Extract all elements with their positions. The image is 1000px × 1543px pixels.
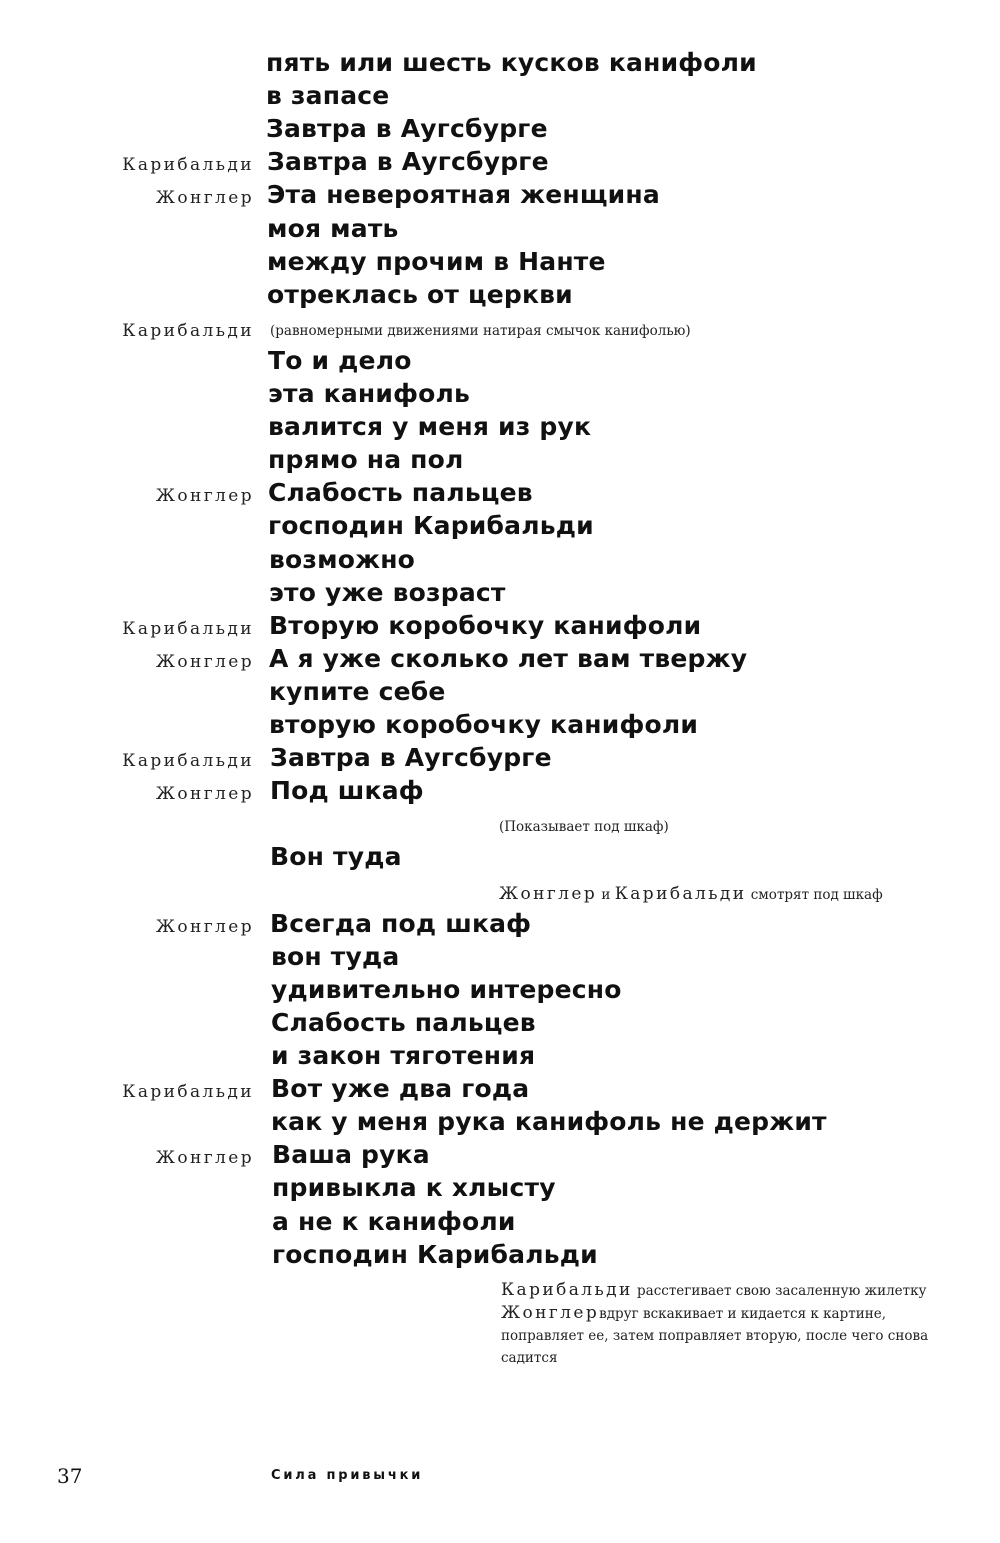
dialogue-line	[0, 942, 1000, 975]
dialogue-line	[0, 1107, 1000, 1140]
dialogue-line	[0, 578, 1000, 611]
dialogue-text: это уже возраст	[269, 578, 506, 607]
dialogue-text: господин Карибальди	[268, 511, 594, 540]
character-name: Жонглер	[501, 1303, 600, 1323]
dialogue-text: Слабость пальцев	[271, 1008, 536, 1037]
dialogue-text: Завтра в Аугсбурге	[270, 743, 552, 772]
dialogue-line	[0, 247, 1000, 280]
dialogue-line	[0, 743, 1000, 776]
dialogue-text: привыкла к хлысту	[272, 1173, 556, 1202]
dialogue-line	[0, 346, 1000, 379]
dialogue-line	[0, 1173, 1000, 1206]
dialogue-text: а не к канифоли	[272, 1207, 516, 1236]
speaker-name: Карибальди	[122, 619, 254, 639]
dialogue-text: пять или шесть кусков канифоли	[266, 48, 757, 77]
dialogue-line	[0, 909, 1000, 942]
dialogue-line	[0, 147, 1000, 180]
dialogue-text: между прочим в Нанте	[267, 247, 606, 276]
dialogue-line	[0, 114, 1000, 147]
dialogue-line	[0, 1008, 1000, 1041]
dialogue-line	[0, 81, 1000, 114]
dialogue-text: вон туда	[271, 942, 400, 971]
dialogue-text: как у меня рука канифоль не держит	[271, 1107, 827, 1136]
dialogue-text: Ваша рука	[272, 1140, 430, 1169]
dialogue-text: Завтра в Аугсбурге	[266, 114, 548, 143]
dialogue-text: возможно	[269, 545, 416, 574]
speaker-name: Карибальди	[122, 321, 254, 341]
dialogue-line	[0, 1240, 1000, 1273]
dialogue-line	[0, 842, 1000, 875]
stage-direction-block	[501, 1279, 946, 1369]
speaker-name: Жонглер	[155, 917, 254, 937]
dialogue-text: моя мать	[267, 214, 399, 243]
dialogue-text: Слабость пальцев	[268, 478, 533, 507]
dialogue-line	[0, 644, 1000, 677]
dialogue-line	[0, 1207, 1000, 1240]
dialogue-line	[0, 776, 1000, 809]
dialogue-line	[0, 511, 1000, 544]
dialogue-text: А я уже сколько лет вам твержу	[269, 644, 748, 673]
speaker-name: Карибальди	[122, 1082, 254, 1102]
dialogue-line	[0, 710, 1000, 743]
dialogue-text: прямо на пол	[268, 445, 464, 474]
speaker-name: Жонглер	[155, 652, 254, 672]
dialogue-text: отреклась от церкви	[267, 280, 573, 309]
speaker-name: Жонглер	[155, 486, 254, 506]
dialogue-text: и закон тяготения	[271, 1041, 536, 1070]
stage-direction: (Показывает под шкаф)	[499, 819, 669, 835]
dialogue-text: Вот уже два года	[271, 1074, 530, 1103]
dialogue-text: Завтра в Аугсбурге	[267, 147, 549, 176]
speaker-name: Карибальди	[122, 751, 254, 771]
dialogue-line	[0, 379, 1000, 412]
dialogue-line	[0, 611, 1000, 644]
dialogue-text: валится у меня из рук	[268, 412, 592, 441]
stage-direction-text: вдруг вскакивает и кидается к картине, поправляет ее, затем поправляет вторую, после чего снова садится	[501, 1306, 929, 1366]
dialogue-text: эта канифоль	[268, 379, 471, 408]
dialogue-line	[0, 809, 1000, 842]
dialogue-text: в запасе	[266, 81, 390, 110]
dialogue-text: Под шкаф	[270, 776, 424, 805]
speaker-name: Жонглер	[155, 784, 254, 804]
speaker-name: Жонглер	[155, 188, 254, 208]
stage-direction-text: смотрят под шкаф	[750, 887, 883, 903]
dialogue-line	[0, 445, 1000, 478]
stage-direction-text: и	[601, 887, 611, 903]
dialogue-text: господин Карибальди	[272, 1240, 598, 1269]
dialogue-line	[0, 313, 1000, 346]
dialogue-line	[0, 1041, 1000, 1074]
dialogue-text: удивительно интересно	[271, 975, 622, 1004]
character-name: Карибальди	[614, 884, 747, 904]
dialogue-line	[0, 48, 1000, 81]
page-number: 37	[57, 1464, 83, 1488]
dialogue-text: купите себе	[269, 677, 446, 706]
dialogue-line	[0, 1074, 1000, 1107]
dialogue-line	[0, 1140, 1000, 1173]
dialogue-text: вторую коробочку канифоли	[269, 710, 699, 739]
dialogue-text: Вторую коробочку канифоли	[269, 611, 702, 640]
character-name: Жонглер	[499, 884, 598, 904]
running-title: Сила привычки	[271, 1468, 424, 1483]
stage-direction: (равномерными движениями натирая смычок канифолью)	[270, 323, 691, 339]
dialogue-line	[0, 180, 1000, 213]
dialogue-line	[0, 677, 1000, 710]
dialogue-line	[0, 214, 1000, 247]
dialogue-line	[0, 478, 1000, 511]
dialogue-line	[0, 412, 1000, 445]
dialogue-text: Эта невероятная женщина	[267, 180, 660, 209]
stage-direction-paragraph	[501, 1302, 946, 1369]
stage-direction	[499, 884, 883, 904]
dialogue-line	[0, 545, 1000, 578]
character-name: Карибальди	[501, 1280, 633, 1300]
dialogue-text: Вон туда	[270, 842, 402, 871]
dialogue-text: Всегда под шкаф	[270, 909, 532, 938]
dialogue-line	[0, 975, 1000, 1008]
speaker-name: Карибальди	[122, 155, 254, 175]
dialogue-line	[0, 876, 1000, 909]
dialogue-text: То и дело	[268, 346, 412, 375]
dialogue-line	[0, 280, 1000, 313]
speaker-name: Жонглер	[155, 1148, 254, 1168]
stage-direction-text: расстегивает свою засаленную жилетку	[637, 1283, 927, 1299]
stage-direction-paragraph	[501, 1279, 946, 1302]
